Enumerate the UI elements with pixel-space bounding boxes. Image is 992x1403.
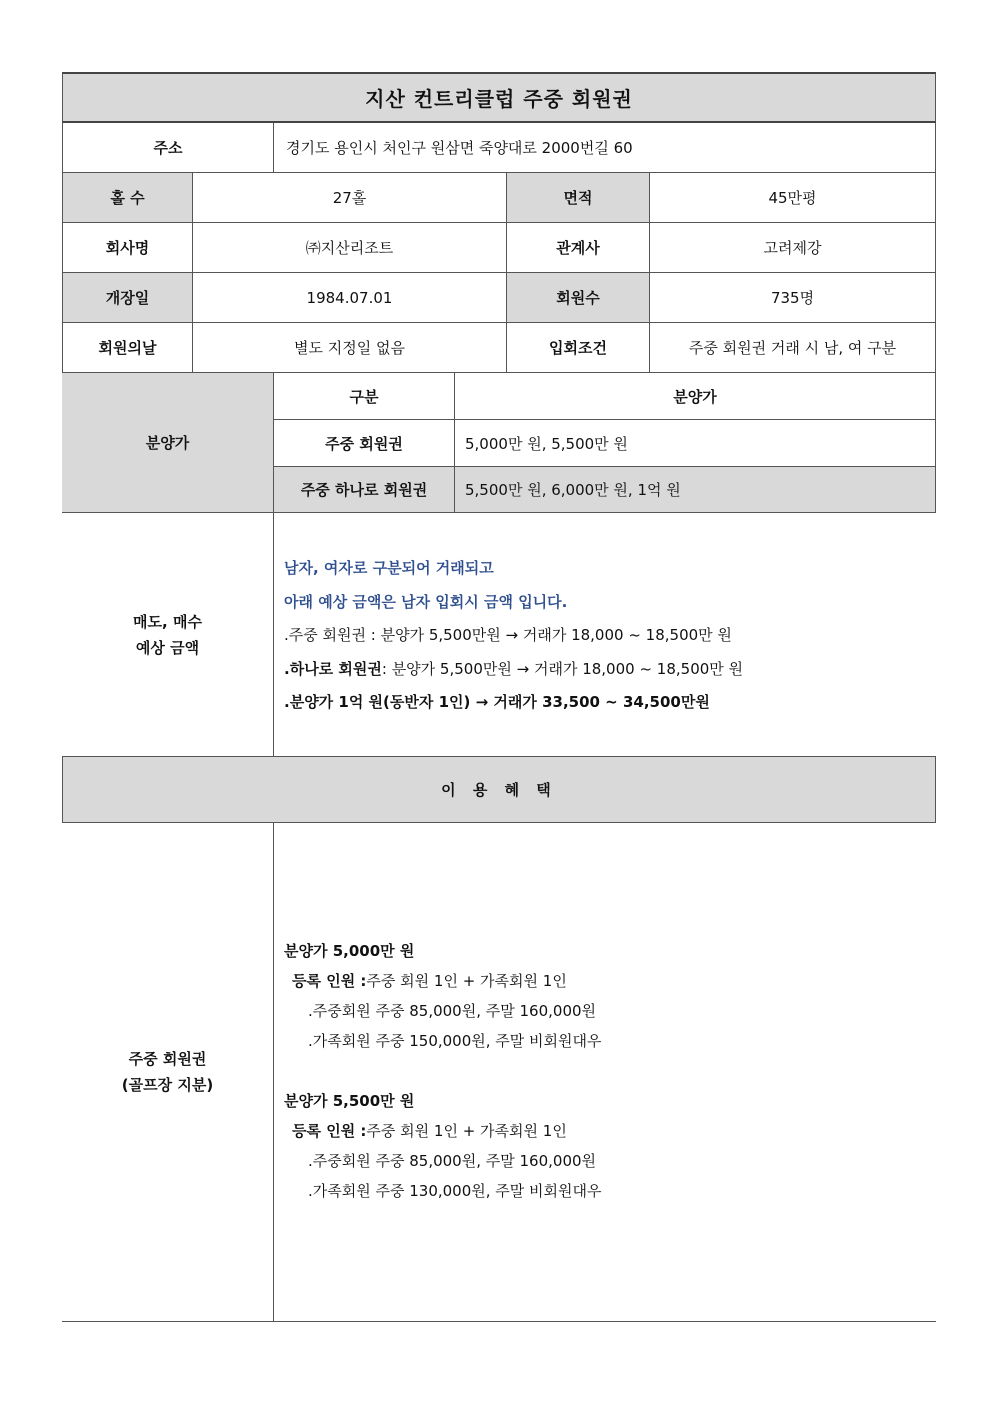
holes-value: 27홀 [193, 173, 507, 222]
area-value: 45만평 [650, 173, 936, 222]
affiliate-label: 관계사 [507, 223, 650, 272]
opening-value: 1984.07.01 [193, 273, 507, 322]
trade-line-hanaro-label: .하나로 회원권 [284, 659, 382, 678]
trade-label [62, 513, 274, 756]
trade-label-line2: 예상 금액 [135, 638, 200, 657]
sale-row-hanaro [274, 467, 936, 512]
sale-header-price: 분양가 [455, 373, 936, 419]
opening-label: 개장일 [63, 273, 193, 322]
sale-row-weekday [274, 420, 936, 467]
trade-note-2: 아래 예상 금액은 남자 입회시 금액 입니다. [284, 592, 568, 611]
info-row-opening [62, 273, 936, 323]
trade-line-hanaro [284, 652, 936, 686]
condition-label: 입회조건 [507, 323, 650, 372]
sale-label: 분양가 [62, 373, 274, 512]
trade-note-1: 남자, 여자로 구분되어 거래되고 [284, 559, 494, 578]
benefit-label-line2: (골프장 지분) [121, 1076, 214, 1094]
members-value: 735명 [650, 273, 936, 322]
benefit-content [274, 823, 936, 1321]
benefit-group1-reg-label: 등록 인원 : [292, 971, 367, 990]
trade-line-100m: .분양가 1억 원(동반자 1인) → 거래가 33,500 ~ 34,500만원 [284, 693, 710, 712]
benefit-group1-fee1: .주중회원 주중 85,000원, 주말 160,000원 [308, 1001, 597, 1020]
benefit-group2-fee1: .주중회원 주중 85,000원, 주말 160,000원 [308, 1151, 597, 1170]
address-value: 경기도 용인시 처인구 원삼면 죽양대로 2000번길 60 [274, 123, 936, 172]
area-label: 면적 [507, 173, 650, 222]
trade-estimate-section [62, 513, 936, 757]
sale-header-type: 구분 [274, 373, 455, 419]
sale-type: 주중 회원권 [274, 420, 455, 466]
benefit-group2-fee2: .가족회원 주중 130,000원, 주말 비회원대우 [308, 1181, 602, 1200]
document-title: 지산 컨트리클럽 주중 회원권 [62, 72, 936, 123]
address-label: 주소 [63, 123, 274, 172]
benefit-group2-heading: 분양가 5,500만 원 [284, 1091, 415, 1110]
sale-type: 주중 하나로 회원권 [274, 467, 455, 512]
company-value: ㈜지산리조트 [193, 223, 507, 272]
benefit-group2-registration [284, 1115, 936, 1145]
address-row [62, 123, 936, 173]
memberday-value: 별도 지정일 없음 [193, 323, 507, 372]
holes-label: 홀 수 [63, 173, 193, 222]
sale-price-section [62, 373, 936, 513]
trade-line-hanaro-rest: : 분양가 5,500만원 → 거래가 18,000 ~ 18,500만 원 [381, 659, 744, 678]
affiliate-value: 고려제강 [650, 223, 936, 272]
benefit-group1-heading: 분양가 5,000만 원 [284, 941, 415, 960]
condition-value: 주중 회원권 거래 시 남, 여 구분 [650, 323, 936, 372]
info-row-memberday [62, 323, 936, 373]
benefit-header: 이 용 혜 택 [62, 757, 936, 823]
benefit-label-line1: 주중 회원권 [128, 1050, 207, 1068]
benefit-section [62, 823, 936, 1322]
info-row-company [62, 223, 936, 273]
sale-table [274, 373, 936, 512]
trade-content [274, 513, 936, 756]
members-label: 회원수 [507, 273, 650, 322]
info-row-holes [62, 173, 936, 223]
benefit-label [62, 823, 274, 1321]
benefit-group2-reg-label: 등록 인원 : [292, 1121, 367, 1140]
memberday-label: 회원의날 [63, 323, 193, 372]
benefit-group1-registration [284, 965, 936, 995]
benefit-group1-reg-value: 주중 회원 1인 + 가족회원 1인 [366, 971, 567, 990]
sale-price: 5,000만 원, 5,500만 원 [455, 420, 936, 466]
membership-document [62, 72, 936, 1322]
company-label: 회사명 [63, 223, 193, 272]
sale-header-row [274, 373, 936, 420]
trade-label-line1: 매도, 매수 [133, 612, 202, 631]
benefit-group1-fee2: .가족회원 주중 150,000원, 주말 비회원대우 [308, 1031, 602, 1050]
trade-line-weekday: .주중 회원권 : 분양가 5,500만원 → 거래가 18,000 ~ 18,500만 원 [284, 626, 732, 645]
benefit-group2-reg-value: 주중 회원 1인 + 가족회원 1인 [366, 1121, 567, 1140]
sale-price: 5,500만 원, 6,000만 원, 1억 원 [455, 467, 936, 512]
